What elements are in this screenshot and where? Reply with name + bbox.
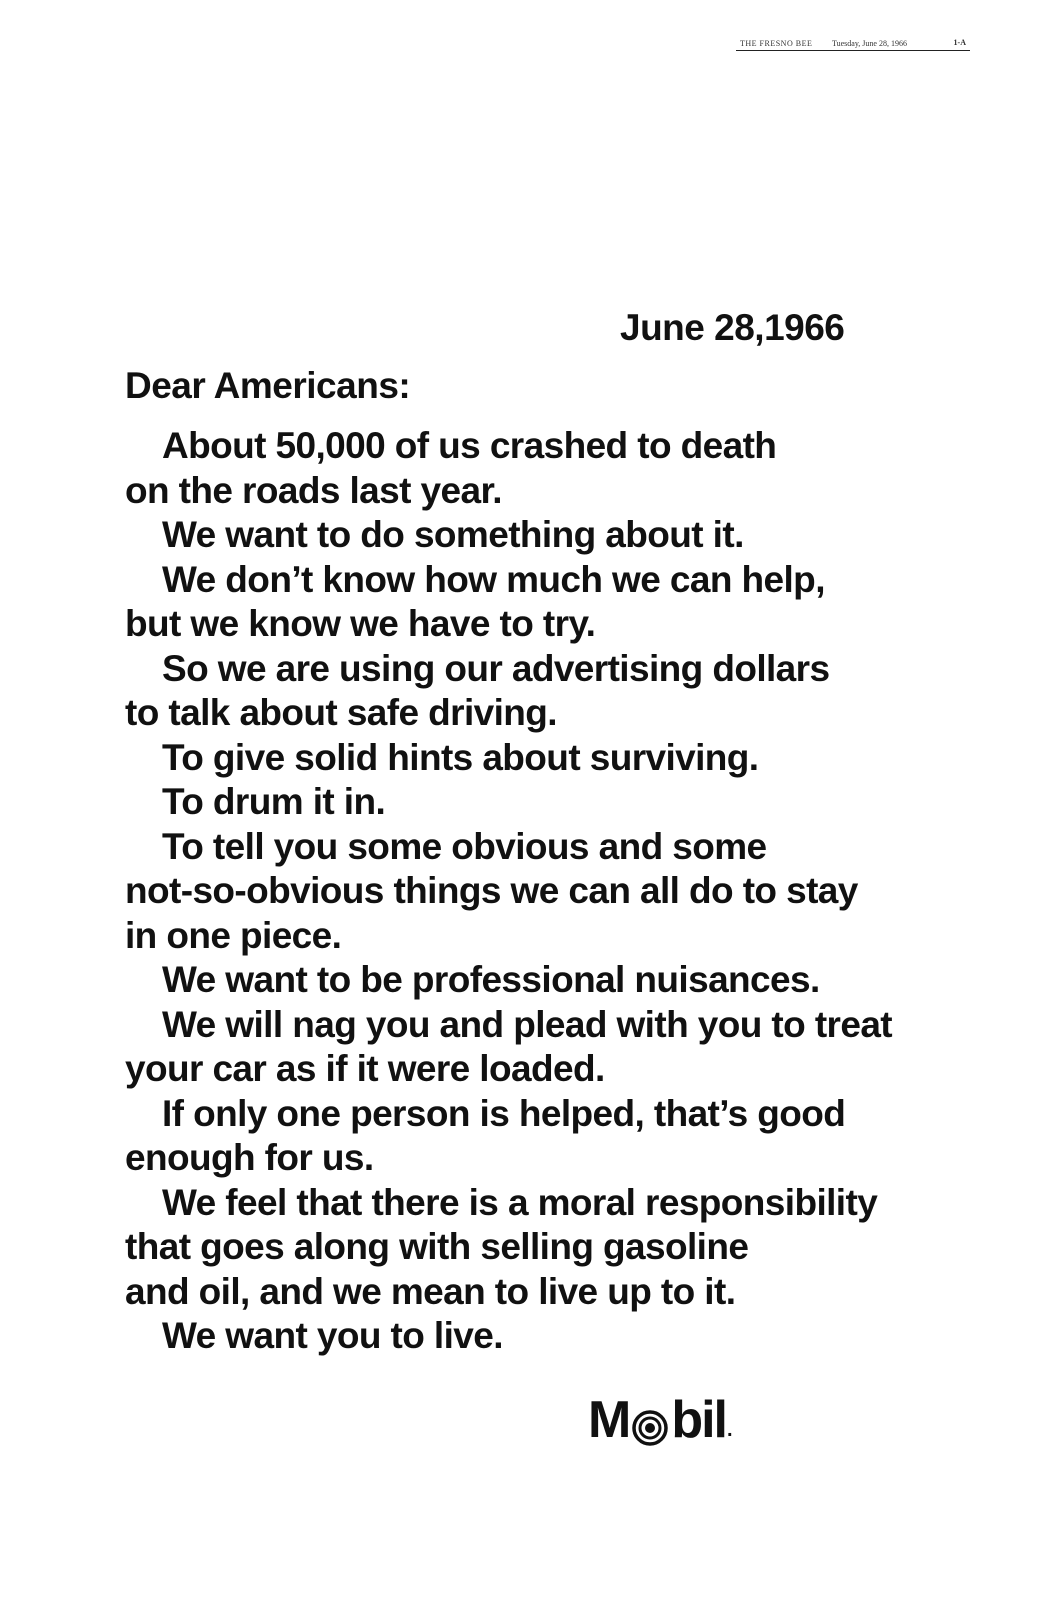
masthead-strip (736, 36, 970, 51)
letter-line: We feel that there is a moral responsibility (162, 1181, 878, 1223)
letter-line: To give solid hints about surviving. (162, 736, 759, 778)
logo-prefix: M (588, 1391, 630, 1449)
letter-date: June 28,1966 (620, 307, 845, 348)
letter-line: We want you to live. (162, 1315, 503, 1356)
letter-line: that goes along with selling gasoline (125, 1226, 749, 1267)
letter-line: About 50,000 of us crashed to death (162, 425, 777, 466)
mobil-o-icon (630, 1400, 670, 1440)
letter-line: enough for us. (125, 1137, 374, 1178)
letter-line: and oil, and we mean to live up to it. (125, 1270, 736, 1312)
letter-line: If only one person is helped, that’s good (162, 1092, 846, 1134)
letter-line: We don’t know how much we can help, (162, 558, 825, 600)
logo-suffix: bil (671, 1391, 726, 1449)
letter-line: We want to do something about it. (162, 514, 744, 555)
letter-line: To tell you some obvious and some (162, 825, 767, 867)
masthead-paper-name: THE FRESNO BEE (740, 39, 813, 48)
letter-line: but we know we have to try. (125, 603, 596, 644)
letter-line: not-so-obvious things we can all do to stay (125, 870, 858, 911)
letter-salutation: Dear Americans: (125, 365, 411, 406)
masthead-date: Tuesday, June 28, 1966 (832, 39, 907, 48)
letter-line: to talk about safe driving. (125, 692, 557, 733)
letter-line: your car as if it were loaded. (125, 1048, 605, 1089)
letter-line: on the roads last year. (125, 469, 502, 511)
logo-period: . (727, 1419, 731, 1441)
letter-line: To drum it in. (162, 781, 386, 822)
mobil-logo (588, 1390, 731, 1450)
masthead-page-number: 1-A (953, 38, 966, 47)
letter-line: in one piece. (125, 914, 342, 956)
letter-body (125, 424, 925, 1359)
letter-line: We want to be professional nuisances. (162, 959, 820, 1000)
letter-line: We will nag you and plead with you to treat (162, 1003, 893, 1045)
letter-line: So we are using our advertising dollars (162, 647, 830, 689)
